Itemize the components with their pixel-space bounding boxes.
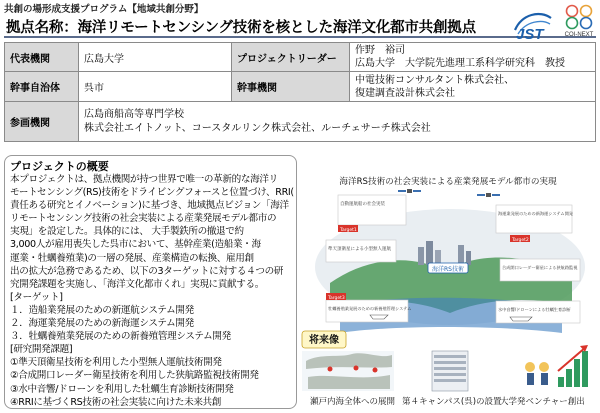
city-label: 幹事自治体 (5, 72, 79, 102)
info-panel (500, 259, 580, 281)
rep-label: 代表機関 (5, 43, 79, 72)
overview-text (10, 173, 293, 409)
overview-line: [研究開発課題] (10, 344, 73, 356)
overview-heading: プロジェクトの概要 (10, 160, 109, 173)
panel-label: 合成開口レーダー衛星による狭航路監視 (502, 265, 578, 270)
overview-line: ２．海運業発展のための新海運システム開発 (10, 318, 194, 330)
overview-line: [ターゲット] (10, 291, 63, 303)
overview-line: 3,000人が雇用喪失した呉市において、基幹産業(造船業・海 (10, 239, 261, 251)
participant-value (79, 102, 596, 142)
panel-label: 海運業発展のための新海運システム開発 (498, 211, 573, 216)
manager-line-2: 復建調査設計株式会社 (355, 87, 455, 99)
participant-line-1: 広島商船高等専門学校 (84, 108, 184, 120)
caption-venture: 大学発ベンチャー創出 (500, 397, 585, 407)
jst-logo-icon (512, 8, 554, 40)
panel-label: 牡蠣養殖業発展のための新養殖管理システム (328, 306, 412, 311)
coi-next-logo-text: COI-NEXT (564, 32, 594, 37)
title-rule (4, 36, 596, 38)
overview-line: ③水中音響/ドローンを利用した牡蠣生育診断技術開発 (10, 383, 234, 395)
rep-value: 広島大学 (79, 43, 232, 72)
caption-setouchi: 瀬戸内海全体への展開 (310, 397, 396, 407)
overview-line: 本プロジェクトは、拠点機関が持つ世界で唯一の革新的な海洋リ (10, 174, 278, 185)
overview-line: ①準天頂衛星技術を利用した小型無人運航技術開発 (10, 357, 222, 369)
coi-next-logo-icon (561, 3, 597, 37)
coi-next-logo (561, 3, 597, 41)
jst-logo-text: JST (516, 26, 544, 40)
info-panel (326, 300, 408, 322)
overview-line: モートセンシング(RS)技術をドライビングフォースと位置づけ、RRI( (10, 187, 294, 199)
leader-value (350, 43, 596, 72)
center-label: 海洋RS技術 (432, 266, 464, 273)
overview-box (4, 155, 297, 409)
target-label: Target2 (512, 238, 529, 243)
participant-line-2: 株式会社エイトノット、コースタルリンク株式会社、ルーチェサーチ株式会社 (84, 122, 431, 134)
info-panel (338, 195, 406, 225)
concept-figure (300, 155, 596, 409)
manager-value (350, 72, 596, 102)
satellite-icon (477, 193, 500, 197)
program-name: 共創の場形成支援プログラム【地域共創分野】 (4, 4, 204, 15)
info-panel (496, 301, 580, 323)
target-label: Target3 (328, 296, 345, 301)
base-name: 海洋リモートセンシング技術を核とした海洋文化都市共創拠点 (77, 20, 476, 36)
leader-affiliation: 広島大学 大学院先進理工系科学研究科 教授 (355, 58, 565, 69)
setouchi-map (302, 351, 394, 391)
city-value: 呉市 (79, 72, 232, 102)
overview-line: １．造船業発展のための新運航システム開発 (10, 304, 194, 316)
manager-line-1: 中電技術コンサルタント株式会社、 (355, 74, 515, 86)
figure-title: 海洋RS技術の社会実装による産業発展モデル都市の実現 (339, 177, 557, 187)
page-title (6, 16, 476, 37)
participant-label: 参画機関 (5, 102, 79, 142)
overview-line: 運業・牡蠣養殖業)の一層の発展、産業構造の転換、雇用創 (10, 252, 254, 264)
overview-line: ３．牡蠣養殖業発展のための新養殖管理システム開発 (10, 331, 231, 343)
concept-illustration (300, 155, 596, 409)
info-panel (496, 205, 572, 233)
info-table (4, 42, 596, 142)
panel-label: 水中音響/ドローンによる牡蠣生育診断 (498, 307, 571, 312)
leader-label: プロジェクトリーダー (232, 43, 350, 72)
boat-icon (510, 317, 532, 321)
venture-growth-icon (525, 345, 588, 387)
base-label: 拠点名称： (6, 20, 78, 36)
caption-campus: 第４キャンパス(呉)の設置 (402, 397, 502, 407)
overview-line: ②合成開口レーダー衛星技術を利用した狭航路監視技術開発 (10, 370, 259, 382)
target-label: Target1 (340, 228, 357, 233)
overview-line: 責任ある研究とイノベーション)に基づき、地域拠点ビジョン「海洋 (10, 200, 289, 212)
manager-label: 幹事機関 (232, 72, 350, 102)
jst-logo (512, 8, 554, 44)
overview-line: 出の拡大が急務であるため、以下の3ターゲットに対する４つの研 (10, 265, 284, 277)
panel-label: 準天頂衛星による小型無人運航 (328, 247, 391, 252)
overview-line: 実現」を設定した。具体的には、 大手製鉄所の撤退で約 (10, 226, 244, 238)
overview-line: 究開発課題を実施し、「海洋文化都市くれ」実現に貢献する。 (10, 278, 265, 290)
overview-line: リモートセンシング技術の社会実装による産業発展モデル都市の (10, 213, 277, 225)
campus-building (432, 351, 468, 391)
future-label: 将来像 (309, 335, 339, 346)
panel-label: 自動運航船の社会実装 (340, 202, 385, 207)
overview-line: ④RRIに基づくRS技術の社会実装に向けた未来共創 (10, 396, 222, 408)
leader-name: 作野 裕司 (355, 45, 405, 56)
satellite-icon (398, 189, 421, 193)
